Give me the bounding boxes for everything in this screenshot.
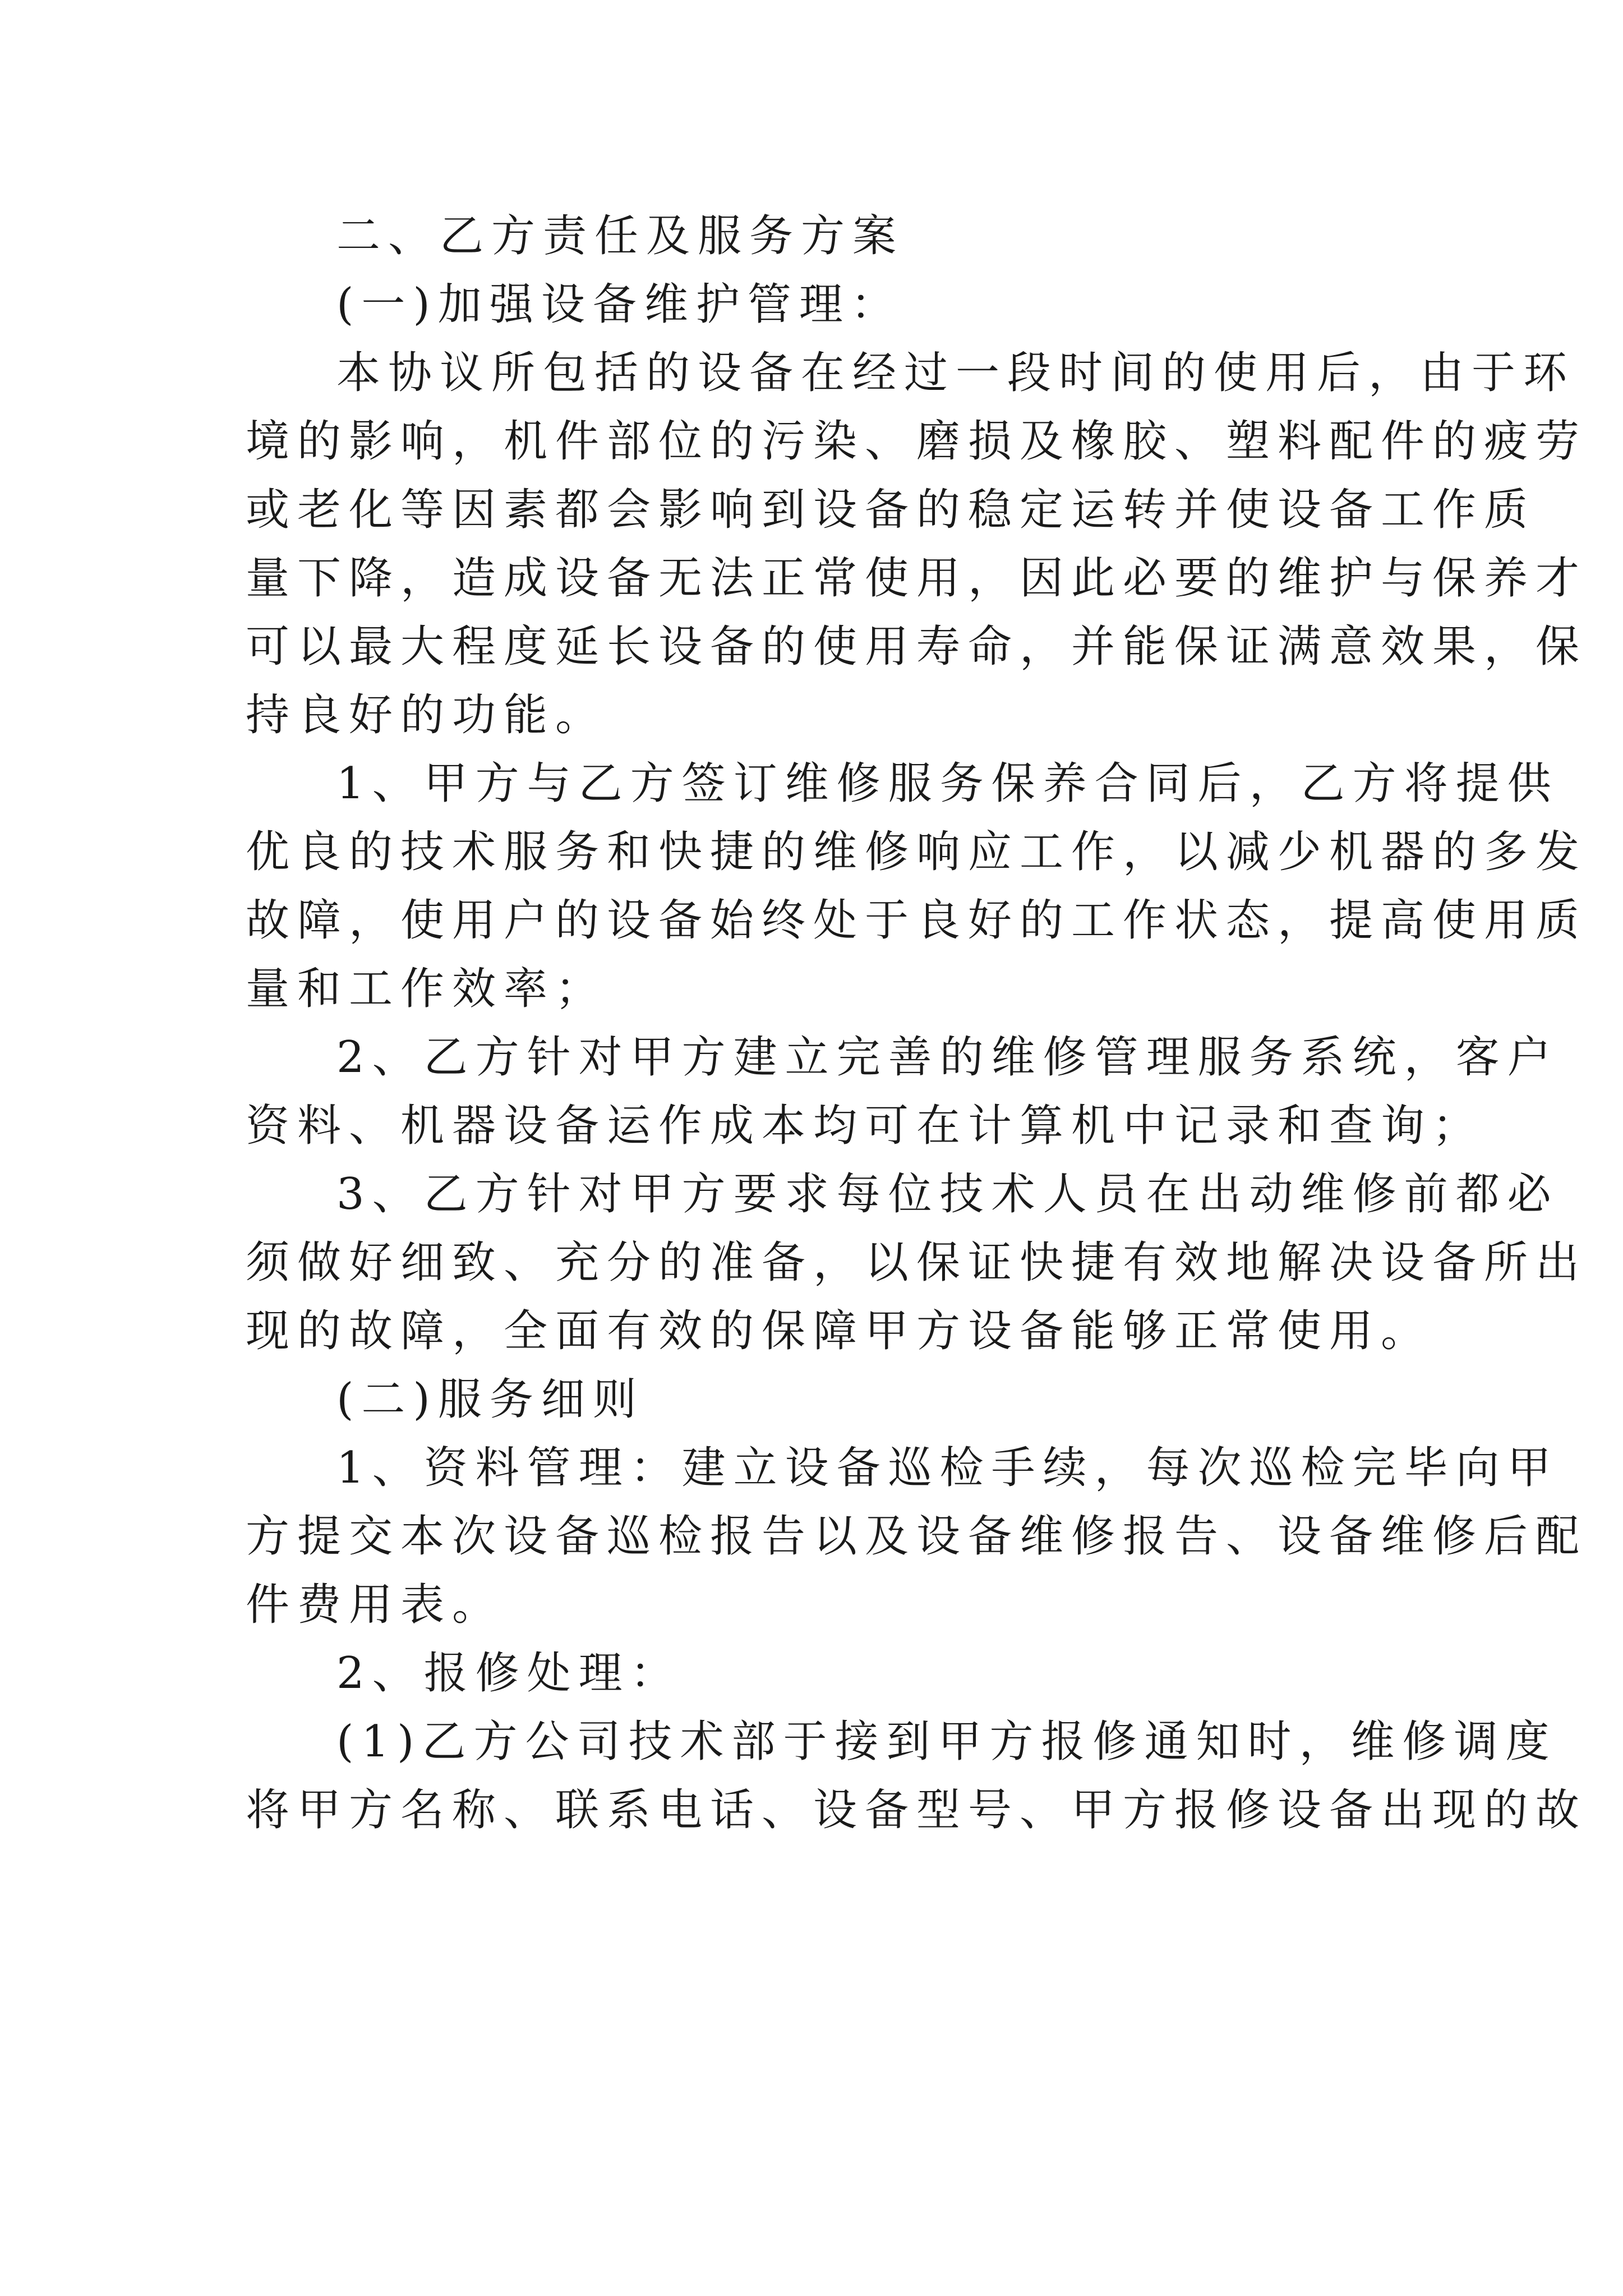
subsection-heading: (二)服务细则 [336,1374,644,1425]
paragraph-line: 件费用表。 [246,1580,504,1630]
paragraph-line: 2、乙方针对甲方建立完善的维修管理服务系统，客户 [336,1032,1559,1083]
paragraph-line: 1、资料管理：建立设备巡检手续，每次巡检完毕向甲 [336,1443,1559,1493]
paragraph-line: 量和工作效率； [246,964,607,1014]
paragraph-line: 优良的技术服务和快捷的维修响应工作，以减少机器的多发 [246,827,1588,877]
paragraph-line: 现的故障，全面有效的保障甲方设备能够正常使用。 [246,1306,1433,1356]
paragraph-line: 故障，使用户的设备始终处于良好的工作状态，提高使用质 [246,895,1588,946]
paragraph-line: 可以最大程度延长设备的使用寿命，并能保证满意效果，保 [246,622,1588,672]
paragraph-line: 境的影响，机件部位的污染、磨损及橡胶、塑料配件的疲劳 [246,416,1588,467]
paragraph-line: 2、报修处理： [336,1648,682,1699]
subsection-heading: (一)加强设备维护管理： [336,279,902,330]
paragraph-line: (1)乙方公司技术部于接到甲方报修通知时，维修调度 [336,1717,1557,1767]
paragraph-line: 资料、机器设备运作成本均可在计算机中记录和查询； [246,1101,1484,1151]
paragraph-line: 或老化等因素都会影响到设备的稳定运转并使设备工作质 [246,485,1536,535]
paragraph-line: 将甲方名称、联系电话、设备型号、甲方报修设备出现的故 [246,1785,1588,1835]
paragraph-line: 3、乙方针对甲方要求每位技术人员在出动维修前都必 [336,1169,1559,1220]
paragraph-line: 本协议所包括的设备在经过一段时间的使用后，由于环 [336,348,1575,398]
paragraph-line: 持良好的功能。 [246,690,607,740]
paragraph-line: 须做好细致、充分的准备，以保证快捷有效地解决设备所出 [246,1237,1588,1288]
document-body [246,202,1588,1844]
paragraph-line: 量下降，造成设备无法正常使用，因此必要的维护与保养才 [246,553,1588,604]
paragraph-line: 方提交本次设备巡检报告以及设备维修报告、设备维修后配 [246,1511,1588,1562]
paragraph-line: 1、甲方与乙方签订维修服务保养合同后，乙方将提供 [336,758,1559,809]
section-heading: 二、乙方责任及服务方案 [336,211,905,261]
